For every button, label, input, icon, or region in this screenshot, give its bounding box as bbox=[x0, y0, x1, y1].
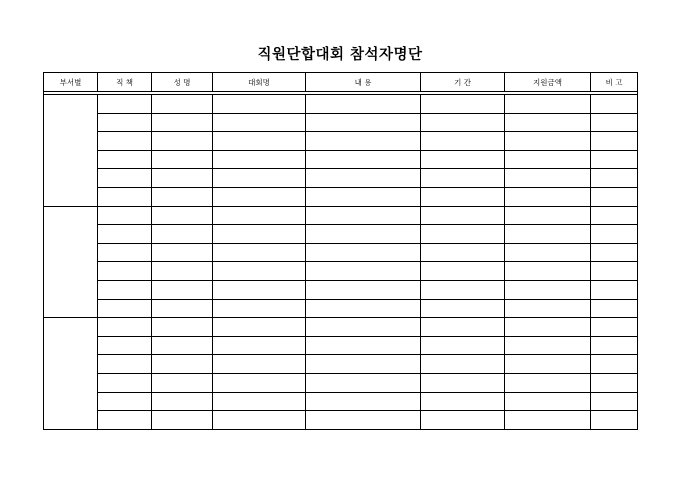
period-cell[interactable] bbox=[421, 318, 505, 337]
name-cell[interactable] bbox=[152, 225, 213, 244]
support-amount-cell[interactable] bbox=[505, 280, 591, 299]
event-name-cell[interactable] bbox=[213, 113, 306, 132]
department-cell[interactable] bbox=[44, 318, 98, 430]
header-period: 기 간 bbox=[421, 73, 505, 92]
event-name-cell[interactable] bbox=[213, 132, 306, 151]
support-amount-cell[interactable] bbox=[505, 132, 591, 151]
department-group bbox=[44, 318, 638, 430]
position-cell[interactable] bbox=[98, 206, 152, 225]
table-row bbox=[44, 225, 638, 244]
event-name-cell[interactable] bbox=[213, 392, 306, 411]
remarks-cell[interactable] bbox=[591, 262, 638, 281]
position-cell[interactable] bbox=[98, 411, 152, 430]
header-position: 직 책 bbox=[98, 73, 152, 92]
remarks-cell[interactable] bbox=[591, 373, 638, 392]
period-cell[interactable] bbox=[421, 355, 505, 374]
table-row bbox=[44, 262, 638, 281]
name-cell[interactable] bbox=[152, 355, 213, 374]
support-amount-cell[interactable] bbox=[505, 262, 591, 281]
name-cell[interactable] bbox=[152, 336, 213, 355]
period-cell[interactable] bbox=[421, 392, 505, 411]
event-name-cell[interactable] bbox=[213, 95, 306, 114]
event-name-cell[interactable] bbox=[213, 206, 306, 225]
remarks-cell[interactable] bbox=[591, 243, 638, 262]
table-row bbox=[44, 187, 638, 206]
table-row bbox=[44, 95, 638, 114]
content-cell[interactable] bbox=[306, 373, 421, 392]
remarks-cell[interactable] bbox=[591, 336, 638, 355]
name-cell[interactable] bbox=[152, 132, 213, 151]
table-row bbox=[44, 299, 638, 318]
name-cell[interactable] bbox=[152, 113, 213, 132]
table-row bbox=[44, 318, 638, 337]
page-title: 직원단합대회 참석자명단 bbox=[257, 47, 423, 63]
content-cell[interactable] bbox=[306, 280, 421, 299]
content-cell[interactable] bbox=[306, 150, 421, 169]
table-row bbox=[44, 169, 638, 188]
remarks-cell[interactable] bbox=[591, 392, 638, 411]
header-support-amount: 지원금액 bbox=[505, 73, 591, 92]
period-cell[interactable] bbox=[421, 411, 505, 430]
event-name-cell[interactable] bbox=[213, 336, 306, 355]
remarks-cell[interactable] bbox=[591, 299, 638, 318]
position-cell[interactable] bbox=[98, 113, 152, 132]
name-cell[interactable] bbox=[152, 392, 213, 411]
name-cell[interactable] bbox=[152, 169, 213, 188]
content-cell[interactable] bbox=[306, 187, 421, 206]
position-cell[interactable] bbox=[98, 355, 152, 374]
name-cell[interactable] bbox=[152, 95, 213, 114]
position-cell[interactable] bbox=[98, 336, 152, 355]
remarks-cell[interactable] bbox=[591, 318, 638, 337]
position-cell[interactable] bbox=[98, 392, 152, 411]
event-name-cell[interactable] bbox=[213, 318, 306, 337]
name-cell[interactable] bbox=[152, 299, 213, 318]
table-row bbox=[44, 411, 638, 430]
period-cell[interactable] bbox=[421, 95, 505, 114]
period-cell[interactable] bbox=[421, 113, 505, 132]
content-cell[interactable] bbox=[306, 392, 421, 411]
period-cell[interactable] bbox=[421, 299, 505, 318]
support-amount-cell[interactable] bbox=[505, 411, 591, 430]
period-cell[interactable] bbox=[421, 206, 505, 225]
content-cell[interactable] bbox=[306, 318, 421, 337]
table-row bbox=[44, 206, 638, 225]
event-name-cell[interactable] bbox=[213, 411, 306, 430]
position-cell[interactable] bbox=[98, 318, 152, 337]
remarks-cell[interactable] bbox=[591, 113, 638, 132]
event-name-cell[interactable] bbox=[213, 355, 306, 374]
support-amount-cell[interactable] bbox=[505, 336, 591, 355]
remarks-cell[interactable] bbox=[591, 225, 638, 244]
period-cell[interactable] bbox=[421, 225, 505, 244]
name-cell[interactable] bbox=[152, 243, 213, 262]
period-cell[interactable] bbox=[421, 132, 505, 151]
event-name-cell[interactable] bbox=[213, 280, 306, 299]
header-event-name: 대회명 bbox=[213, 73, 306, 92]
event-name-cell[interactable] bbox=[213, 243, 306, 262]
remarks-cell[interactable] bbox=[591, 95, 638, 114]
support-amount-cell[interactable] bbox=[505, 95, 591, 114]
position-cell[interactable] bbox=[98, 373, 152, 392]
position-cell[interactable] bbox=[98, 187, 152, 206]
content-cell[interactable] bbox=[306, 299, 421, 318]
period-cell[interactable] bbox=[421, 336, 505, 355]
table-row bbox=[44, 336, 638, 355]
period-cell[interactable] bbox=[421, 280, 505, 299]
header-row bbox=[44, 73, 638, 92]
content-cell[interactable] bbox=[306, 336, 421, 355]
support-amount-cell[interactable] bbox=[505, 299, 591, 318]
position-cell[interactable] bbox=[98, 280, 152, 299]
support-amount-cell[interactable] bbox=[505, 150, 591, 169]
event-name-cell[interactable] bbox=[213, 225, 306, 244]
position-cell[interactable] bbox=[98, 169, 152, 188]
name-cell[interactable] bbox=[152, 150, 213, 169]
event-name-cell[interactable] bbox=[213, 187, 306, 206]
name-cell[interactable] bbox=[152, 411, 213, 430]
table-row bbox=[44, 355, 638, 374]
event-name-cell[interactable] bbox=[213, 150, 306, 169]
remarks-cell[interactable] bbox=[591, 169, 638, 188]
period-cell[interactable] bbox=[421, 373, 505, 392]
content-cell[interactable] bbox=[306, 355, 421, 374]
support-amount-cell[interactable] bbox=[505, 318, 591, 337]
position-cell[interactable] bbox=[98, 262, 152, 281]
position-cell[interactable] bbox=[98, 150, 152, 169]
position-cell[interactable] bbox=[98, 225, 152, 244]
table-row bbox=[44, 280, 638, 299]
support-amount-cell[interactable] bbox=[505, 373, 591, 392]
content-cell[interactable] bbox=[306, 132, 421, 151]
content-cell[interactable] bbox=[306, 262, 421, 281]
remarks-cell[interactable] bbox=[591, 355, 638, 374]
content-cell[interactable] bbox=[306, 243, 421, 262]
position-cell[interactable] bbox=[98, 243, 152, 262]
period-cell[interactable] bbox=[421, 169, 505, 188]
support-amount-cell[interactable] bbox=[505, 355, 591, 374]
position-cell[interactable] bbox=[98, 95, 152, 114]
department-cell[interactable] bbox=[44, 95, 98, 207]
period-cell[interactable] bbox=[421, 262, 505, 281]
header-remarks: 비 고 bbox=[591, 73, 638, 92]
header-content: 내 용 bbox=[306, 73, 421, 92]
name-cell[interactable] bbox=[152, 280, 213, 299]
remarks-cell[interactable] bbox=[591, 280, 638, 299]
table-row bbox=[44, 150, 638, 169]
event-name-cell[interactable] bbox=[213, 373, 306, 392]
table-row bbox=[44, 113, 638, 132]
support-amount-cell[interactable] bbox=[505, 206, 591, 225]
remarks-cell[interactable] bbox=[591, 206, 638, 225]
remarks-cell[interactable] bbox=[591, 411, 638, 430]
support-amount-cell[interactable] bbox=[505, 392, 591, 411]
name-cell[interactable] bbox=[152, 262, 213, 281]
position-cell[interactable] bbox=[98, 299, 152, 318]
period-cell[interactable] bbox=[421, 150, 505, 169]
content-cell[interactable] bbox=[306, 169, 421, 188]
event-name-cell[interactable] bbox=[213, 299, 306, 318]
name-cell[interactable] bbox=[152, 206, 213, 225]
remarks-cell[interactable] bbox=[591, 132, 638, 151]
support-amount-cell[interactable] bbox=[505, 243, 591, 262]
support-amount-cell[interactable] bbox=[505, 187, 591, 206]
period-cell[interactable] bbox=[421, 187, 505, 206]
content-cell[interactable] bbox=[306, 95, 421, 114]
support-amount-cell[interactable] bbox=[505, 113, 591, 132]
table-row bbox=[44, 373, 638, 392]
name-cell[interactable] bbox=[152, 187, 213, 206]
content-cell[interactable] bbox=[306, 206, 421, 225]
event-name-cell[interactable] bbox=[213, 262, 306, 281]
attendee-table bbox=[43, 72, 638, 430]
support-amount-cell[interactable] bbox=[505, 225, 591, 244]
period-cell[interactable] bbox=[421, 243, 505, 262]
name-cell[interactable] bbox=[152, 373, 213, 392]
content-cell[interactable] bbox=[306, 411, 421, 430]
department-group bbox=[44, 95, 638, 207]
department-group bbox=[44, 206, 638, 318]
name-cell[interactable] bbox=[152, 318, 213, 337]
remarks-cell[interactable] bbox=[591, 187, 638, 206]
table-row bbox=[44, 243, 638, 262]
header-name: 성 명 bbox=[152, 73, 213, 92]
support-amount-cell[interactable] bbox=[505, 169, 591, 188]
header-department: 부서별 bbox=[44, 73, 98, 92]
table-row bbox=[44, 392, 638, 411]
content-cell[interactable] bbox=[306, 113, 421, 132]
department-cell[interactable] bbox=[44, 206, 98, 318]
table-row bbox=[44, 132, 638, 151]
content-cell[interactable] bbox=[306, 225, 421, 244]
position-cell[interactable] bbox=[98, 132, 152, 151]
remarks-cell[interactable] bbox=[591, 150, 638, 169]
event-name-cell[interactable] bbox=[213, 169, 306, 188]
